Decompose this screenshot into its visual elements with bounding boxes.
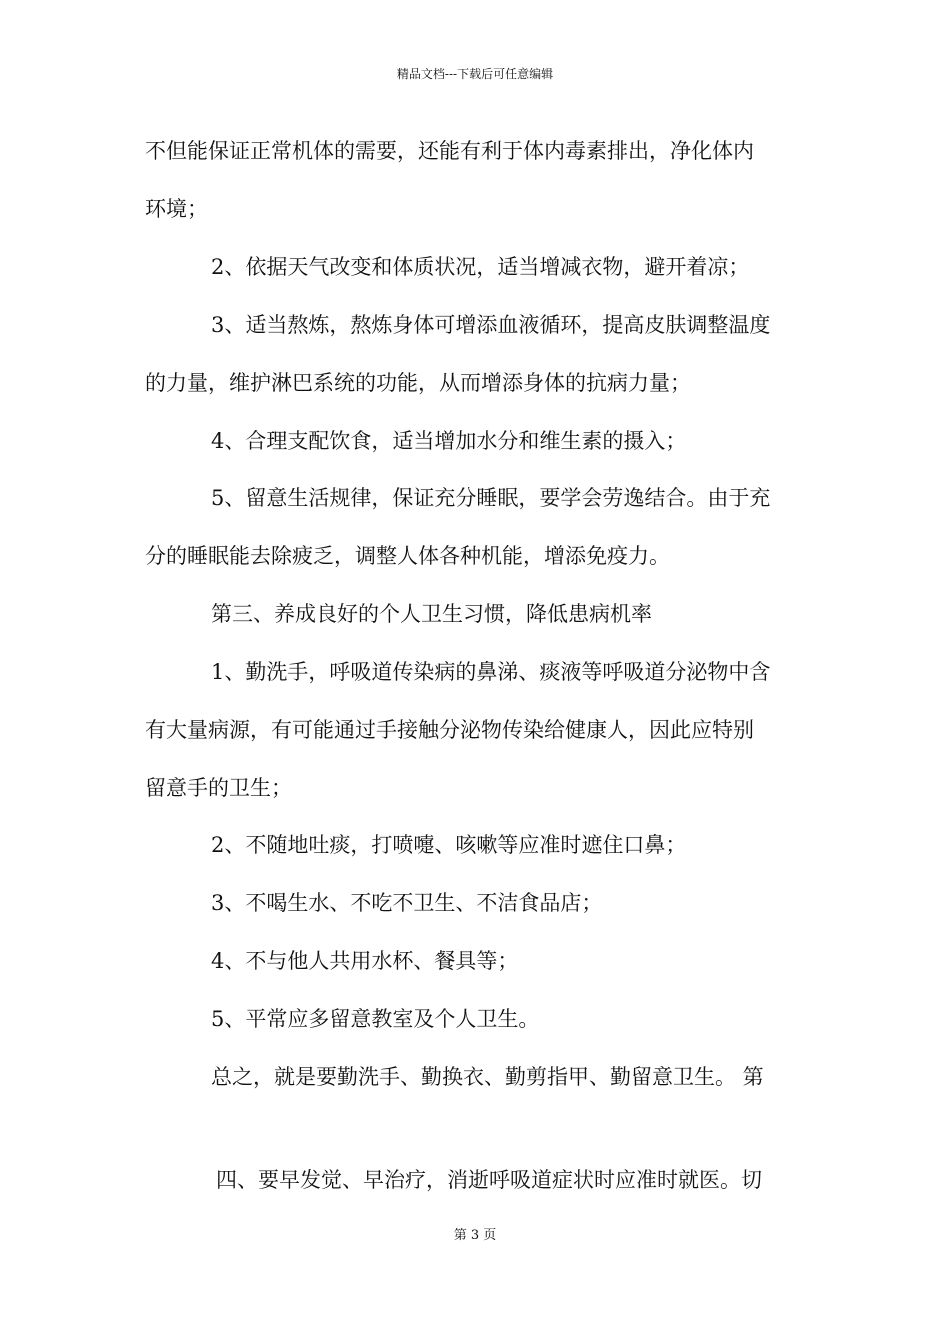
paragraph-line: 环境；	[145, 197, 208, 221]
paragraph-line: 的力量，维护淋巴系统的功能，从而增添身体的抗病力量；	[145, 371, 691, 395]
paragraph-line: 留意手的卫生；	[145, 776, 292, 800]
paragraph-line: 5、留意生活规律，保证充分睡眠，要学会劳逸结合。由于充	[211, 486, 771, 510]
paragraph-line: 有大量病源，有可能通过手接触分泌物传染给健康人，因此应特别	[145, 718, 754, 742]
page-number: 第 3 页	[453, 1228, 497, 1243]
paragraph-line: 3、适当熬炼，熬炼身体可增添血液循环，提高皮肤调整温度	[211, 313, 771, 337]
paragraph-line: 分的睡眠能去除疲乏，调整人体各种机能，增添免疫力。	[145, 544, 670, 568]
paragraph-line: 4、合理支配饮食，适当增加水分和维生素的摄入；	[211, 429, 687, 453]
paragraph-line: 四、要早发觉、早治疗，消逝呼吸道症状时应准时就医。切	[216, 1168, 762, 1192]
paragraph-line: 2、不随地吐痰，打喷嚏、咳嗽等应准时遮住口鼻；	[211, 833, 687, 857]
page-header: 精品文档---下载后可任意编辑	[396, 67, 554, 81]
paragraph-line: 总之，就是要勤洗手、勤换衣、勤剪指甲、勤留意卫生。 第	[211, 1065, 764, 1089]
paragraph-line: 1、勤洗手，呼吸道传染病的鼻涕、痰液等呼吸道分泌物中含	[211, 660, 771, 684]
section-heading: 第三、养成良好的个人卫生习惯，降低患病机率	[211, 602, 652, 626]
paragraph-line: 2、依据天气改变和体质状况，适当增减衣物，避开着凉；	[211, 255, 750, 279]
paragraph-line: 5、平常应多留意教室及个人卫生。	[211, 1007, 540, 1031]
paragraph-line: 3、不喝生水、不吃不卫生、不洁食品店；	[211, 891, 603, 915]
paragraph-line: 不但能保证正常机体的需要，还能有利于体内毒素排出，净化体内	[145, 139, 754, 163]
paragraph-line: 4、不与他人共用水杯、餐具等；	[211, 949, 519, 973]
